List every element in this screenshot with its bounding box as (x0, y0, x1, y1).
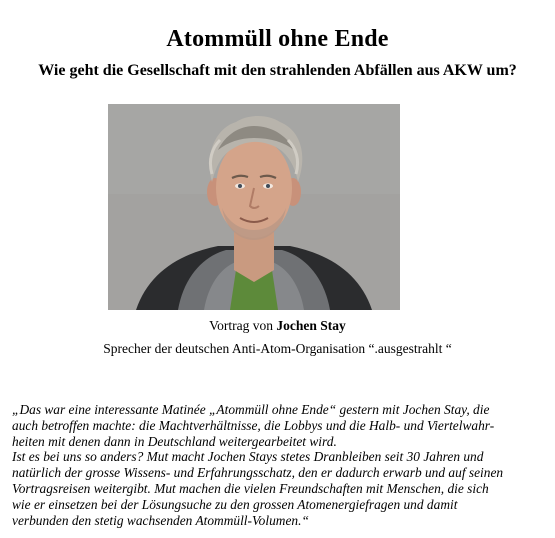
quote-line: heiten mit denen dann in Deutschland weitergearbeitet wird. (12, 433, 337, 449)
quote-line: „Das war eine interessante Matinée „Atommüll ohne Ende“ gestern mit Jochen Stay, die (12, 402, 490, 417)
quote-line: natürlich der grosse Wissens- und Erfahrungsschatz, den er dadurch erwarb und auf seinen (12, 465, 504, 481)
quote-line: Ist es bei uns so anders? Mut macht Jochen Stays stetes Dranbleiben seit 30 Jahren und (12, 449, 484, 465)
speaker-name: Jochen Stay (276, 318, 346, 333)
testimonial-quote (12, 402, 547, 528)
speaker-role: Sprecher der deutschen Anti-Atom-Organisation “.ausgestrahlt “ (103, 341, 452, 356)
speaker-photo (108, 104, 400, 310)
page-subtitle: Wie geht die Gesellschaft mit den strahlenden Abfällen aus AKW um? (38, 62, 517, 79)
talk-caption (0, 318, 555, 334)
speaker-portrait-illustration (108, 104, 400, 310)
quote-line: Vortragsreisen weitergibt. Mut machen die vielen Freundschaften mit Menschen, die sich (12, 480, 489, 496)
quote-line: wie er einsetzen bei der Lösungsuche zu den grossen Atomenergiefragen und damit (12, 496, 458, 512)
quote-line: auch betroffen machte: die Machtverhältnisse, die Lobbys und die Halb- und Viertelwahr- (12, 417, 495, 433)
quote-line: verbunden den stetig wachsenden Atommüll-Volumen.“ (12, 512, 309, 528)
page-title: Atommüll ohne Ende (166, 26, 389, 52)
caption-prefix: Vortrag von (209, 318, 274, 333)
